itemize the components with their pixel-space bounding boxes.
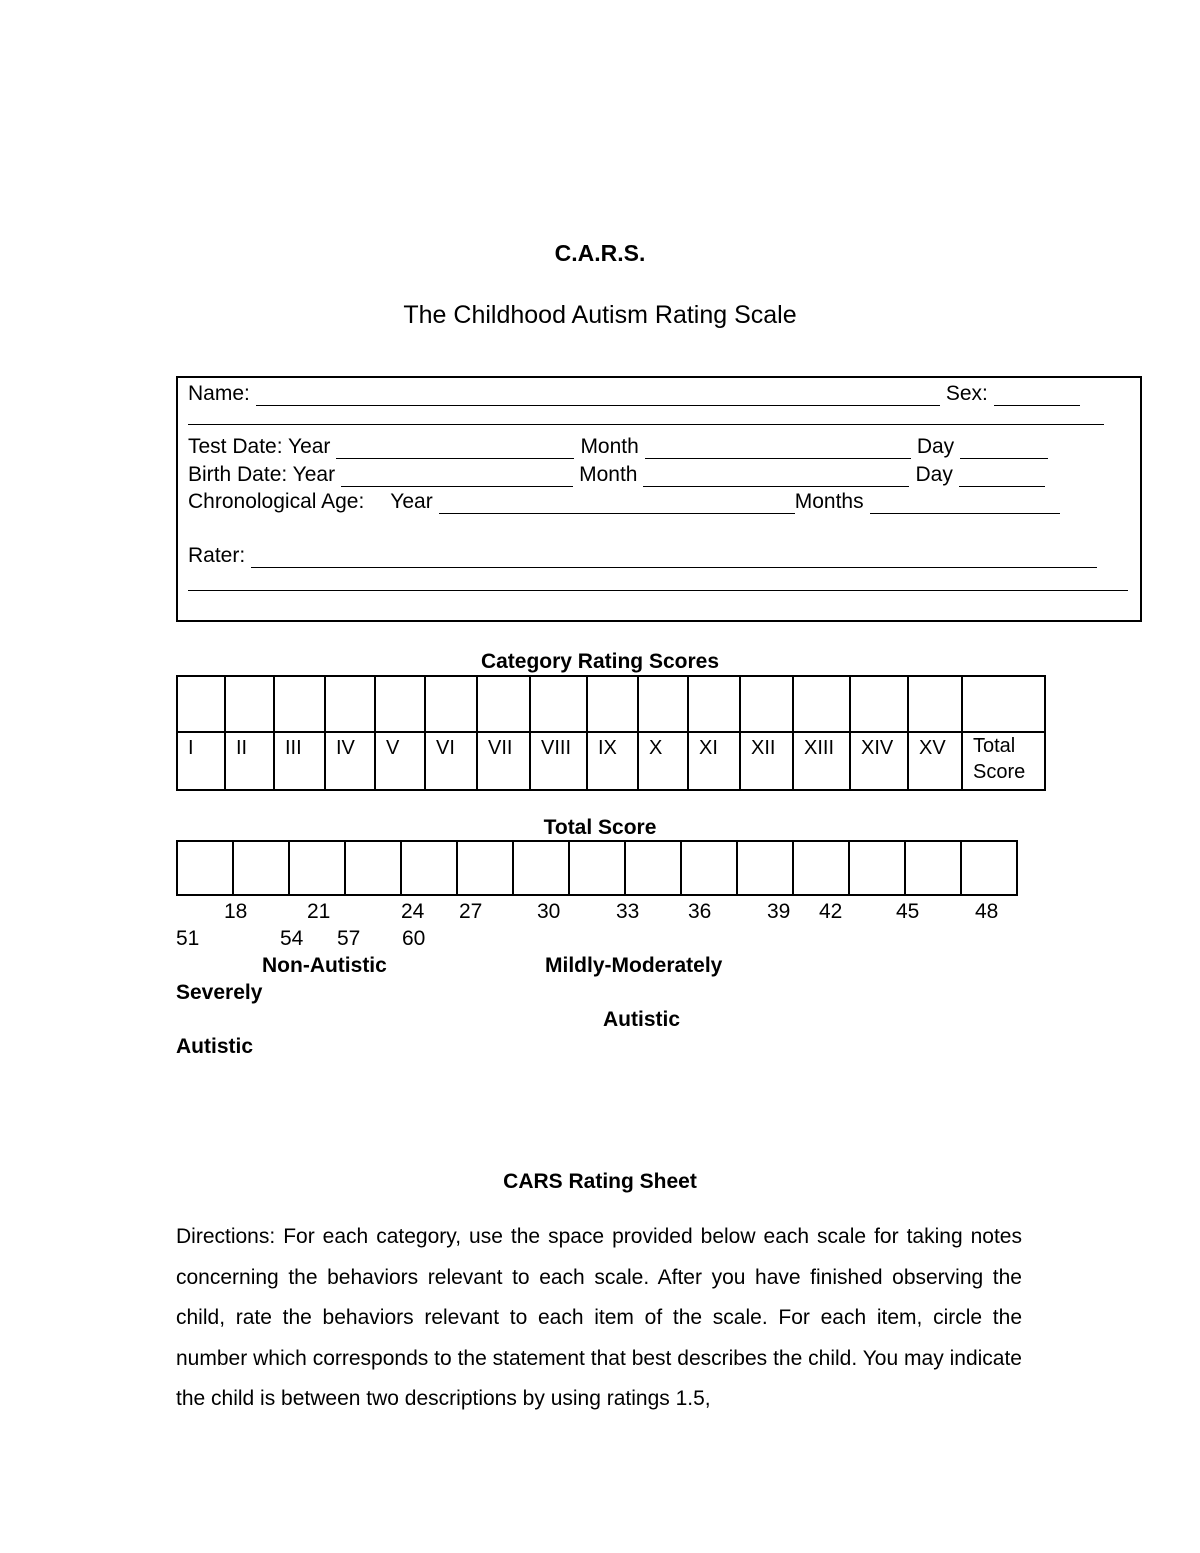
total-score-cell[interactable] — [513, 841, 569, 895]
category-label: XIII — [793, 732, 850, 790]
category-label: VI — [425, 732, 477, 790]
scale-number: 36 — [688, 900, 712, 923]
directions-paragraph: Directions: For each category, use the space provided below each scale for taking notes concerning the behaviors relevant to each scale. After you have finished observing the child, rate the behaviors relevant to each item of the scale. For each item, circle the number which corresponds to the statement that best describes the child. You may indicate the child is between two descriptions by using ratings 1.5, — [176, 1225, 1022, 1410]
score-cell-ii[interactable] — [225, 676, 274, 732]
score-cell-iii[interactable] — [274, 676, 325, 732]
total-score-cell[interactable] — [625, 841, 681, 895]
page-subtitle: The Childhood Autism Rating Scale — [403, 301, 797, 329]
score-cell-ix[interactable] — [587, 676, 638, 732]
test-date-row — [188, 433, 1054, 459]
birth-year-field[interactable] — [341, 466, 573, 487]
rater-row — [188, 542, 1103, 568]
chrono-age-row — [188, 488, 1066, 514]
category-label: III — [274, 732, 325, 790]
birth-date-label: Birth Date: Year — [188, 463, 336, 486]
scale-number: 57 — [337, 927, 361, 950]
score-cell-xi[interactable] — [688, 676, 740, 732]
test-year-field[interactable] — [336, 438, 574, 459]
category-label: XII — [740, 732, 793, 790]
score-cell-v[interactable] — [375, 676, 425, 732]
scale-number: 39 — [767, 900, 791, 923]
category-label: V — [375, 732, 425, 790]
chrono-months-field[interactable] — [870, 493, 1060, 514]
scale-number: 21 — [307, 900, 331, 923]
total-score-cell[interactable] — [177, 841, 233, 895]
total-score-table — [176, 840, 1018, 896]
severely-label: Severely — [176, 981, 263, 1004]
scale-number: 30 — [537, 900, 561, 923]
category-scores-heading: Category Rating Scores — [480, 650, 720, 673]
scale-number: 48 — [975, 900, 999, 923]
scale-number: 45 — [896, 900, 920, 923]
total-score-cell[interactable] — [401, 841, 457, 895]
chrono-months-label: Months — [794, 490, 864, 513]
test-day-field[interactable] — [960, 438, 1048, 459]
scale-number: 51 — [176, 927, 200, 950]
birth-month-label: Month — [579, 463, 638, 486]
score-cell-xii[interactable] — [740, 676, 793, 732]
rater-label: Rater: — [188, 544, 246, 567]
name-label: Name: — [188, 382, 250, 405]
total-label-line-2: Score — [973, 761, 1026, 783]
test-day-label: Day — [916, 435, 955, 458]
name-field[interactable] — [256, 385, 940, 406]
total-score-cell[interactable] — [289, 841, 345, 895]
scale-number: 18 — [224, 900, 248, 923]
category-label: II — [225, 732, 274, 790]
name-row — [188, 380, 1086, 406]
score-cell-x[interactable] — [638, 676, 688, 732]
birth-date-row — [188, 461, 1051, 487]
score-cell-vi[interactable] — [425, 676, 477, 732]
category-label: I — [177, 732, 225, 790]
category-scores-table — [176, 675, 1046, 791]
category-label: IV — [325, 732, 375, 790]
name-continuation-line[interactable] — [188, 424, 1104, 425]
autistic-mid-label: Autistic — [603, 1008, 681, 1031]
scale-number: 24 — [401, 900, 425, 923]
scale-number: 60 — [402, 927, 426, 950]
category-label: IX — [587, 732, 638, 790]
non-autistic-label: Non-Autistic — [262, 954, 387, 977]
scale-number: 42 — [819, 900, 843, 923]
rater-field[interactable] — [251, 547, 1097, 568]
scale-number: 27 — [459, 900, 483, 923]
total-score-cell[interactable] — [793, 841, 849, 895]
total-score-cell[interactable] — [849, 841, 905, 895]
scale-number: 54 — [280, 927, 304, 950]
total-score-heading: Total Score — [543, 816, 657, 839]
test-date-label: Test Date: Year — [188, 435, 331, 458]
score-cell-total[interactable] — [962, 676, 1045, 732]
birth-day-field[interactable] — [959, 466, 1045, 487]
category-label: XIV — [850, 732, 908, 790]
autistic-left-label: Autistic — [176, 1035, 254, 1058]
rating-sheet-heading: CARS Rating Sheet — [503, 1170, 697, 1193]
chrono-year-field[interactable] — [439, 493, 795, 514]
category-label: VII — [477, 732, 530, 790]
total-score-cell[interactable] — [905, 841, 961, 895]
scale-number: 33 — [616, 900, 640, 923]
birth-month-field[interactable] — [643, 466, 909, 487]
test-month-field[interactable] — [645, 438, 911, 459]
chrono-age-label: Chronological Age: — [188, 490, 365, 513]
category-label: VIII — [530, 732, 587, 790]
score-cell-xiii[interactable] — [793, 676, 850, 732]
total-label-line-1: Total — [973, 735, 1016, 757]
category-label: XV — [908, 732, 962, 790]
category-label: X — [638, 732, 688, 790]
score-cell-xv[interactable] — [908, 676, 962, 732]
score-cell-viii[interactable] — [530, 676, 587, 732]
total-score-cell[interactable] — [681, 841, 737, 895]
total-score-label — [962, 732, 1045, 790]
total-score-cell[interactable] — [345, 841, 401, 895]
mildly-moderately-label: Mildly-Moderately — [545, 954, 723, 977]
rater-continuation-line[interactable] — [188, 590, 1128, 591]
sex-field[interactable] — [994, 385, 1080, 406]
score-cell-vii[interactable] — [477, 676, 530, 732]
test-month-label: Month — [580, 435, 639, 458]
total-score-cell[interactable] — [569, 841, 625, 895]
total-score-cell[interactable] — [961, 841, 1017, 895]
score-cell-i[interactable] — [177, 676, 225, 732]
score-cell-iv[interactable] — [325, 676, 375, 732]
total-score-cell[interactable] — [457, 841, 513, 895]
info-form-box — [176, 376, 1142, 622]
page-title: C.A.R.S. — [554, 240, 646, 266]
chrono-year-label: Year — [390, 490, 433, 513]
category-label: XI — [688, 732, 740, 790]
total-score-cell[interactable] — [233, 841, 289, 895]
sex-label: Sex: — [945, 382, 988, 405]
score-cell-xiv[interactable] — [850, 676, 908, 732]
birth-day-label: Day — [915, 463, 953, 486]
total-score-cell[interactable] — [737, 841, 793, 895]
